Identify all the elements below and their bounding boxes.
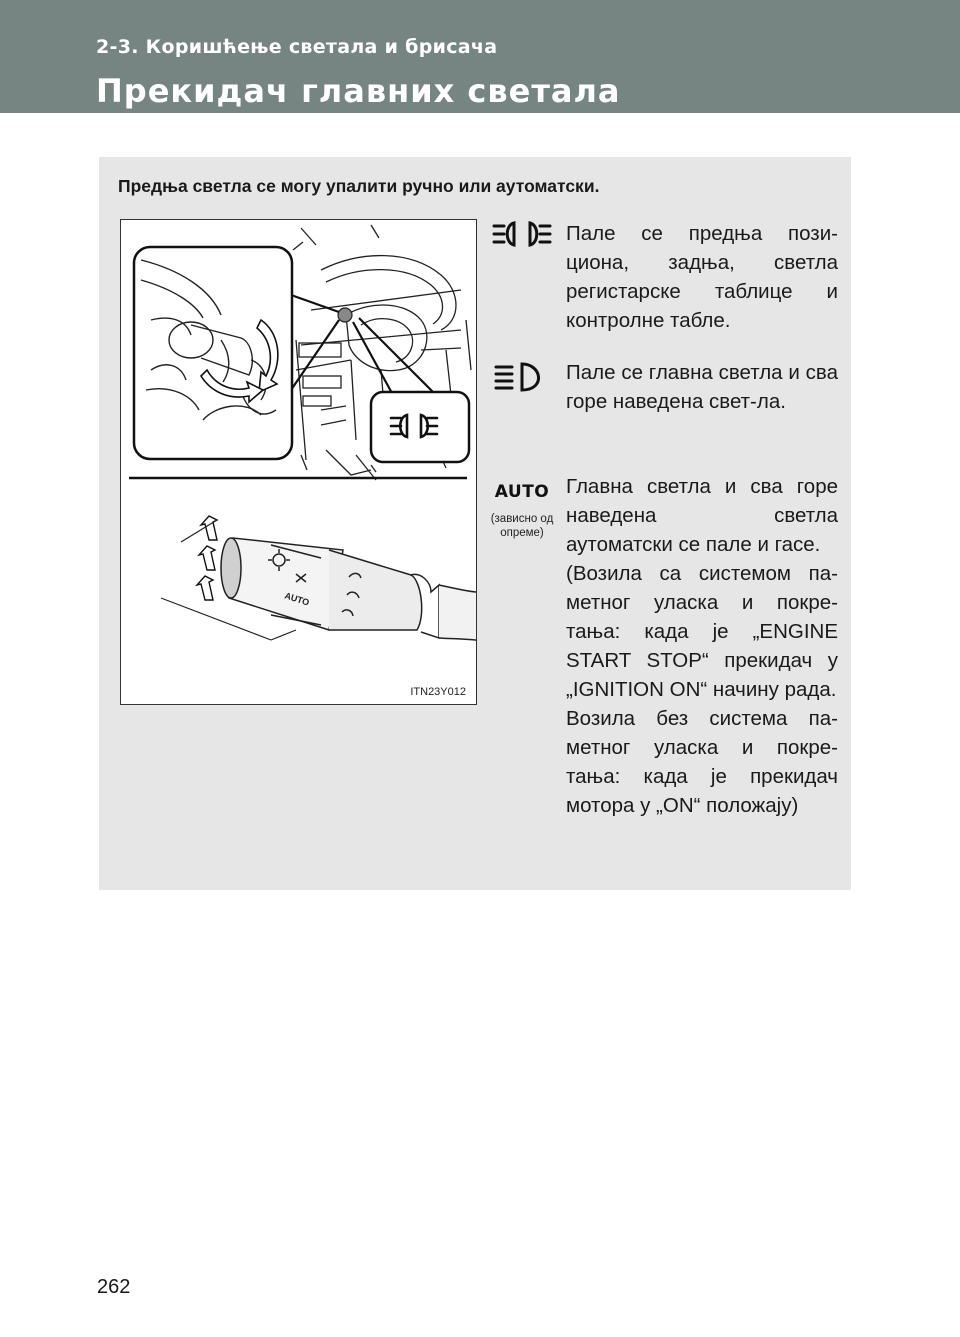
figure-code: ITN23Y012	[410, 686, 466, 698]
switch-location-marker	[338, 308, 352, 322]
intro-text: Предња светла се могу упалити ручно или аутоматски.	[118, 176, 600, 196]
illustration-drawing	[121, 220, 476, 704]
auto-description	[566, 472, 838, 820]
optional-equipment-note: (зависно од опреме)	[490, 513, 554, 539]
page-title: Прекидач главних светала	[96, 72, 621, 110]
auto-description-line-1: Главна светла и сва горе наведена светла аутоматски се пале и гасе.	[566, 475, 838, 556]
auto-icon	[490, 476, 554, 508]
page-number: 262	[97, 1276, 131, 1298]
headlight-switch-illustration	[120, 219, 477, 705]
auto-description-line-2: (Возила са системом па-метног уласка и покре-тања: када је „ENGINE START STOP“ прекидач у „IGNITION ON“ начину рада.	[566, 562, 838, 701]
auto-icon-label: AUTO	[494, 482, 550, 502]
chapter-header	[0, 0, 960, 113]
auto-description-line-3: Возила без система па-метног уласка и покре-тања: када је прекидач мотора у „ON“ положају)	[566, 707, 838, 817]
headlights-description: Пале се главна светла и сва горе наведена свет-ла.	[566, 361, 838, 413]
closeup-callout	[134, 247, 292, 459]
parking-lights-description: Пале се предња пози-циона, задња, светла регистарске таблице и контролне табле.	[566, 222, 838, 332]
svg-text:AUTO: AUTO	[283, 590, 311, 608]
headlight-icon	[490, 358, 554, 401]
section-label: 2-3. Коришћење светала и брисача	[96, 36, 498, 58]
parking-lights-icon	[490, 216, 554, 257]
